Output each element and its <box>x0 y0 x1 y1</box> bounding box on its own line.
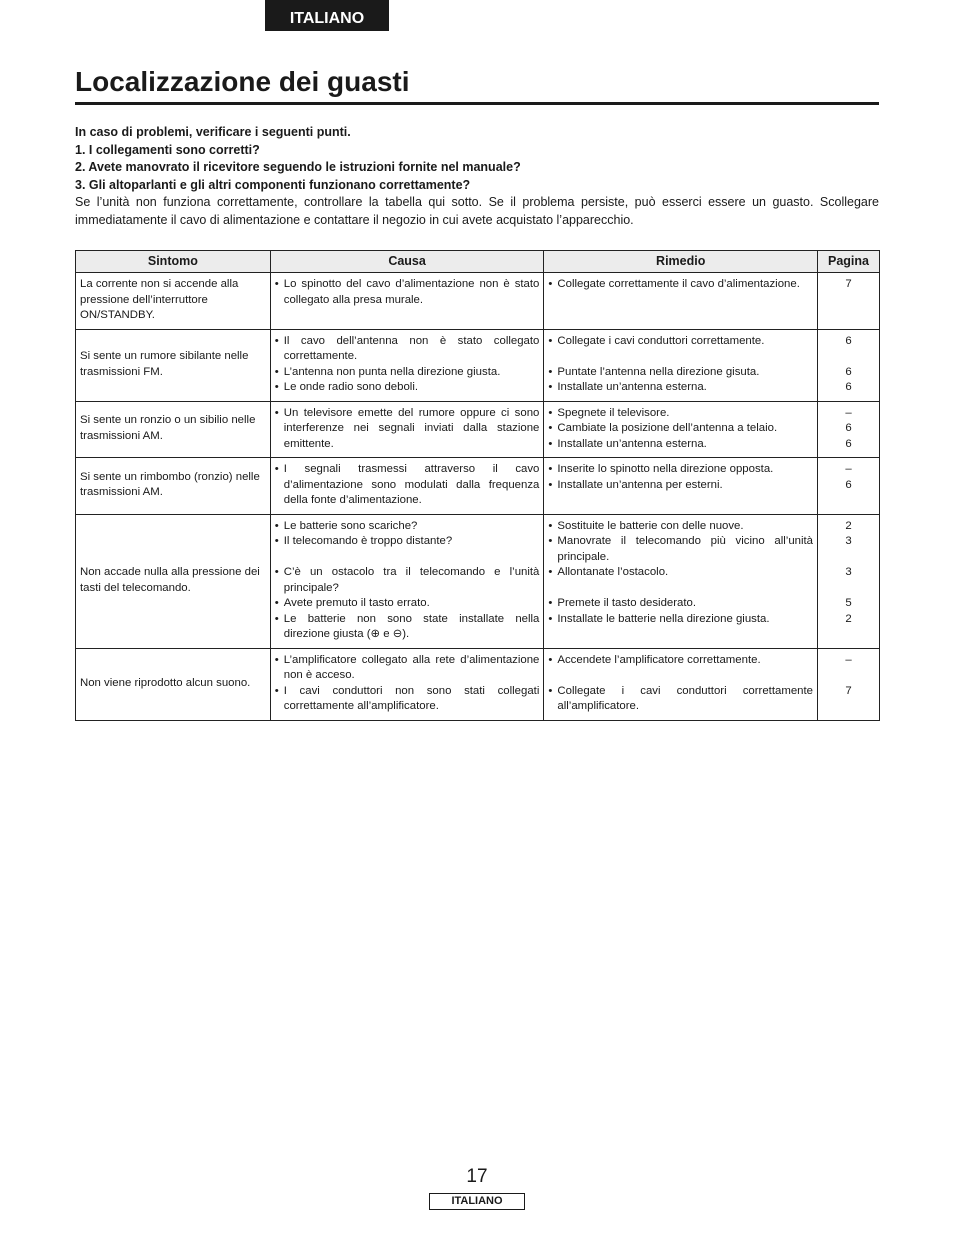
remedy-cell <box>544 458 818 515</box>
cause-item: • Le batterie non sono state installate nella direzione giusta (⊕ e ⊖). <box>274 612 540 640</box>
remedy-item: • Collegate correttamente il cavo d’alimentazione. <box>548 278 800 290</box>
remedy-item: • Inserite lo spinotto nella direzione opposta. <box>548 463 774 475</box>
table-row <box>76 329 880 401</box>
cause-cell <box>270 329 544 401</box>
check-item: 3. Gli altoparlanti e gli altri componenti funzionano correttamente? <box>75 177 471 192</box>
page-ref: 6 <box>845 422 852 434</box>
page-ref: 6 <box>845 478 852 491</box>
remedy-item: • Installate un’antenna esterna. <box>548 381 707 393</box>
page-ref: 6 <box>845 437 852 450</box>
remedy-cell <box>544 273 818 330</box>
intro-paragraph: Se l’unità non funziona correttamente, controllare la tabella qui sotto. Se il problema persiste, può esserci essere un guasto. Scollegare immediatamente il cavo di alimentazione e contattare il negozio in cui avete acquistato l’apparecchio. <box>75 195 879 227</box>
symptom-cell: Si sente un rumore sibilante nelle trasmissioni FM. <box>76 329 271 401</box>
cause-item: • Un televisore emette del rumore oppure ci sono interferenze nei segnali inviati dalla stazione emittente. <box>274 406 540 450</box>
page-ref: 3 <box>845 535 852 547</box>
header-symptom: Sintomo <box>76 251 271 273</box>
remedy-cell <box>544 329 818 401</box>
remedy-item: • Manovrate il telecomando più vicino all’unità principale. <box>548 535 814 563</box>
remedy-cell <box>544 648 818 720</box>
page-ref: 2 <box>845 519 852 532</box>
cause-cell <box>270 458 544 515</box>
page-ref: 6 <box>845 381 852 393</box>
table-row <box>76 648 880 720</box>
remedy-cell <box>544 514 818 648</box>
header-cause: Causa <box>270 251 544 273</box>
remedy-item: • Accendete l’amplificatore correttamente. <box>548 653 761 666</box>
cause-item: • Avete premuto il tasto errato. <box>274 597 430 609</box>
page-ref: – <box>845 463 852 475</box>
remedy-item: • Cambiate la posizione dell’antenna a telaio. <box>548 422 778 434</box>
page-number: 17 <box>466 1166 488 1187</box>
remedy-cell <box>544 401 818 458</box>
troubleshooting-table <box>75 250 880 721</box>
header-remedy: Rimedio <box>544 251 818 273</box>
page-cell <box>818 458 880 515</box>
remedy-item: • Sostituite le batterie con delle nuove. <box>548 519 744 532</box>
language-tab <box>265 0 389 31</box>
remedy-item: • Puntate l’antenna nella direzione gisuta. <box>548 365 760 378</box>
cause-item: • Le onde radio sono deboli. <box>274 381 419 393</box>
page-ref: 5 <box>845 597 852 609</box>
page-ref: 6 <box>845 365 852 378</box>
page-cell <box>818 401 880 458</box>
symptom-cell: Si sente un ronzio o un sibilio nelle trasmissioni AM. <box>76 401 271 458</box>
cause-cell <box>270 514 544 648</box>
remedy-item: • Spegnete il televisore. <box>548 406 670 419</box>
check-item: 2. Avete manovrato il ricevitore seguendo le istruzioni fornite nel manuale? <box>75 160 521 174</box>
table-row <box>76 514 880 648</box>
cause-cell <box>270 401 544 458</box>
cause-cell <box>270 648 544 720</box>
remedy-item: • Installate le batterie nella direzione giusta. <box>548 612 770 625</box>
page-cell <box>818 648 880 720</box>
remedy-item: • Installate un’antenna esterna. <box>548 437 707 450</box>
table-row <box>76 401 880 458</box>
page-cell <box>818 514 880 648</box>
remedy-item: • Collegate i cavi conduttori correttamente. <box>548 334 765 347</box>
symptom-cell: La corrente non si accende alla pressione dell’interruttore ON/STANDBY. <box>76 273 271 330</box>
page-ref: – <box>845 406 852 419</box>
remedy-item: • Collegate i cavi conduttori correttamente all’amplificatore. <box>548 684 814 712</box>
intro-lead: In caso di problemi, verificare i seguenti punti. <box>75 125 351 139</box>
page-ref: 7 <box>845 684 852 697</box>
header-page: Pagina <box>818 251 880 273</box>
cause-item: • Il cavo dell’antenna non è stato collegato correttamente. <box>274 334 540 362</box>
page-ref: 6 <box>845 334 852 347</box>
symptom-cell: Si sente un rimbombo (ronzio) nelle trasmissioni AM. <box>76 458 271 515</box>
cause-cell <box>270 273 544 330</box>
remedy-item: • Premete il tasto desiderato. <box>548 597 697 609</box>
cause-item: • I cavi conduttori non sono stati collegati correttamente all’amplificatore. <box>274 684 540 712</box>
cause-item: • Le batterie sono scariche? <box>274 519 418 532</box>
table-header-row <box>76 251 880 273</box>
page-ref: 2 <box>845 612 852 625</box>
cause-item: • Lo spinotto del cavo d’alimentazione non è stato collegato alla presa murale. <box>274 278 540 306</box>
page-cell <box>818 329 880 401</box>
symptom-cell: Non viene riprodotto alcun suono. <box>76 648 271 720</box>
page-title: Localizzazione dei guasti <box>75 64 879 105</box>
page-cell <box>818 273 880 330</box>
cause-item: • L’amplificatore collegato alla rete d’alimentazione non è acceso. <box>274 653 540 681</box>
table-row <box>76 458 880 515</box>
check-item: 1. I collegamenti sono corretti? <box>75 142 260 157</box>
cause-item: • Il telecomando è troppo distante? <box>274 535 453 547</box>
page-ref: 3 <box>845 566 852 578</box>
page-ref: 7 <box>845 278 852 290</box>
cause-item: • L’antenna non punta nella direzione giusta. <box>274 365 501 378</box>
table-row <box>76 273 880 330</box>
intro-section <box>75 124 879 229</box>
remedy-item: • Installate un’antenna per esterni. <box>548 478 723 491</box>
symptom-cell: Non accade nulla alla pressione dei tasti del telecomando. <box>76 514 271 648</box>
page-ref: – <box>845 653 852 666</box>
language-tab-label: ITALIANO <box>289 10 365 27</box>
cause-item: • I segnali trasmessi attraverso il cavo d’alimentazione sono modulati dalla frequenza della fonte d’alimentazione. <box>274 463 540 506</box>
remedy-item: • Allontanate l’ostacolo. <box>548 566 669 578</box>
footer-language-label: ITALIANO <box>429 1193 525 1210</box>
cause-item: • C’è un ostacolo tra il telecomando e l’unità principale? <box>274 566 540 594</box>
